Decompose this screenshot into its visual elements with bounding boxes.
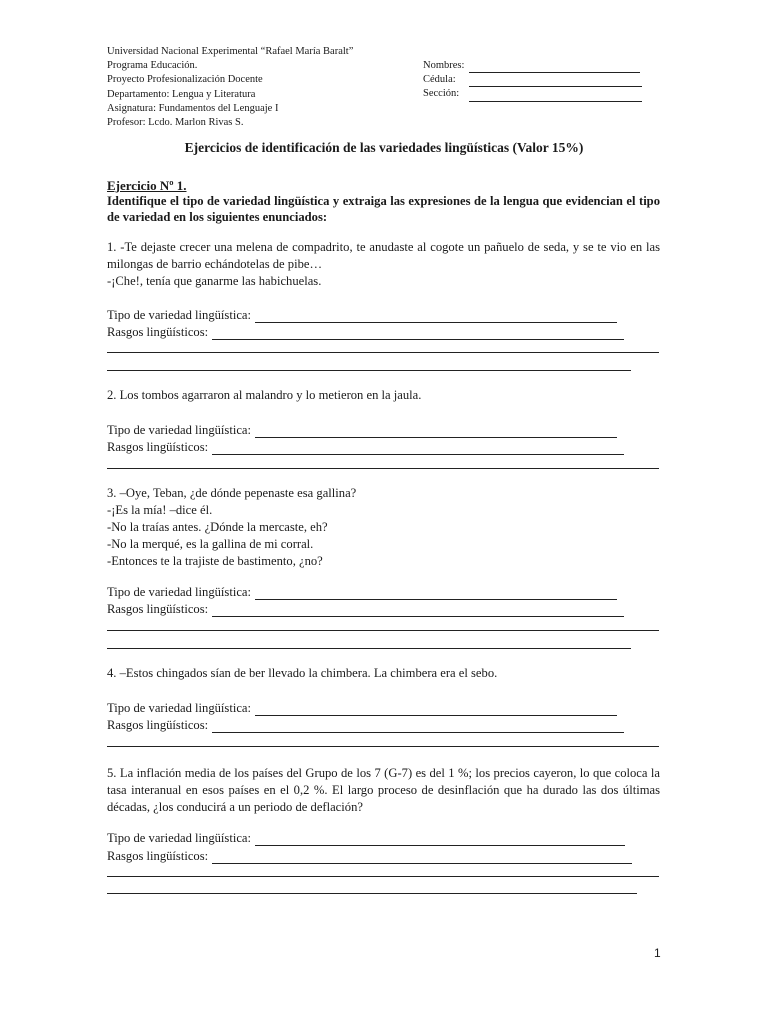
tipo-label: Tipo de variedad lingüística: <box>107 585 251 599</box>
exercise-heading: Ejercicio Nº 1. <box>107 178 187 193</box>
tipo-answer-blank[interactable] <box>255 426 617 438</box>
rasgos-answer-blank[interactable] <box>212 443 624 455</box>
rasgos-answer-blank[interactable] <box>212 605 624 617</box>
header-line: Universidad Nacional Experimental “Rafael María Baralt” <box>107 46 354 57</box>
tipo-field-4 <box>107 699 617 716</box>
question-line: 2. Los tombos agarraron al malandro y lo metieron en la jaula. <box>107 388 422 402</box>
header-line: Asignatura: Fundamentos del Lenguaje I <box>107 102 279 114</box>
tipo-label: Tipo de variedad lingüística: <box>107 831 251 845</box>
rasgos-field-5 <box>107 847 632 864</box>
rasgos-answer-blank[interactable] <box>212 852 632 864</box>
rasgos-answer-blank[interactable] <box>212 721 624 733</box>
question-3 <box>107 485 660 570</box>
answer-line[interactable] <box>107 352 659 353</box>
question-2 <box>107 387 660 404</box>
rasgos-field-2 <box>107 438 624 455</box>
nombres-field <box>423 59 642 73</box>
rasgos-label: Rasgos lingüísticos: <box>107 849 209 863</box>
question-line: 5. La inflación media de los países del Grupo de los 7 (G-7) es del 1 %; los precios cayeron, lo que coloca la tasa interanual en esos países en el 0,2 %. El largo proceso de desinflación que ha durado las dos últimas décadas, ¿los conducirá a un periodo de deflación? <box>107 766 660 814</box>
header-line: Departamento: Lengua y Literatura <box>107 88 256 100</box>
answer-line[interactable] <box>107 468 659 469</box>
tipo-answer-blank[interactable] <box>255 834 625 846</box>
answer-line[interactable] <box>107 876 659 877</box>
rasgos-label: Rasgos lingüísticos: <box>107 602 209 616</box>
tipo-label: Tipo de variedad lingüística: <box>107 308 251 322</box>
answer-line[interactable] <box>107 630 659 631</box>
answer-line[interactable] <box>107 893 637 894</box>
rasgos-field-4 <box>107 716 624 733</box>
question-line: -¡Che!, tenía que ganarme las habichuelas. <box>107 274 322 288</box>
tipo-field-3 <box>107 583 617 600</box>
question-line: 1. -Te dejaste crecer una melena de compadrito, te anudaste al cogote un pañuelo de seda, y se te vio en las milongas de barrio echándotelas de pibe… <box>107 240 660 271</box>
seccion-blank[interactable] <box>469 91 642 102</box>
cedula-blank[interactable] <box>469 76 642 87</box>
cedula-label: Cédula: <box>423 74 456 86</box>
tipo-field-1 <box>107 306 617 323</box>
question-5 <box>107 765 660 816</box>
tipo-answer-blank[interactable] <box>255 311 617 323</box>
rasgos-field-1 <box>107 323 624 340</box>
rasgos-label: Rasgos lingüísticos: <box>107 440 209 454</box>
header-line: Profesor: Lcdo. Marlon Rivas S. <box>107 117 244 129</box>
institution-header <box>107 45 353 130</box>
student-info-fields <box>423 59 642 102</box>
page-number: 1 <box>654 946 661 960</box>
nombres-label: Nombres: <box>423 60 465 71</box>
header-line: Programa Educación. <box>107 60 198 72</box>
question-4 <box>107 665 660 682</box>
worksheet-title: Ejercicios de identificación de las variedades lingüísticas (Valor 15%) <box>184 140 584 155</box>
answer-line[interactable] <box>107 746 659 747</box>
exercise-instruction: Identifique el tipo de variedad lingüística y extraiga las expresiones de la lengua que evidencian el tipo de variedad en los siguientes enunciados: <box>107 194 660 224</box>
answer-line[interactable] <box>107 370 631 371</box>
rasgos-label: Rasgos lingüísticos: <box>107 718 209 732</box>
question-line: 4. –Estos chingados sían de ber llevado la chimbera. La chimbera era el sebo. <box>107 666 498 680</box>
cedula-field <box>423 73 642 87</box>
tipo-label: Tipo de variedad lingüística: <box>107 423 251 437</box>
answer-line[interactable] <box>107 648 631 649</box>
question-line: -No la merqué, es la gallina de mi corral. <box>107 537 314 551</box>
tipo-answer-blank[interactable] <box>255 588 617 600</box>
question-line: -Entonces te la trajiste de bastimento, ¿no? <box>107 554 323 568</box>
tipo-answer-blank[interactable] <box>255 704 617 716</box>
seccion-label: Sección: <box>423 88 460 100</box>
rasgos-field-3 <box>107 600 624 617</box>
question-line: -¡Es la mía! –dice él. <box>107 503 213 517</box>
question-1 <box>107 239 660 290</box>
tipo-field-5 <box>107 829 625 846</box>
rasgos-label: Rasgos lingüísticos: <box>107 325 209 339</box>
question-line: -No la traías antes. ¿Dónde la mercaste, eh? <box>107 520 328 534</box>
question-line: 3. –Oye, Teban, ¿de dónde pepenaste esa gallina? <box>107 486 357 500</box>
tipo-field-2 <box>107 421 617 438</box>
header-line: Proyecto Profesionalización Docente <box>107 74 263 86</box>
seccion-field <box>423 87 642 101</box>
nombres-blank[interactable] <box>469 62 640 73</box>
tipo-label: Tipo de variedad lingüística: <box>107 701 251 715</box>
rasgos-answer-blank[interactable] <box>212 328 624 340</box>
